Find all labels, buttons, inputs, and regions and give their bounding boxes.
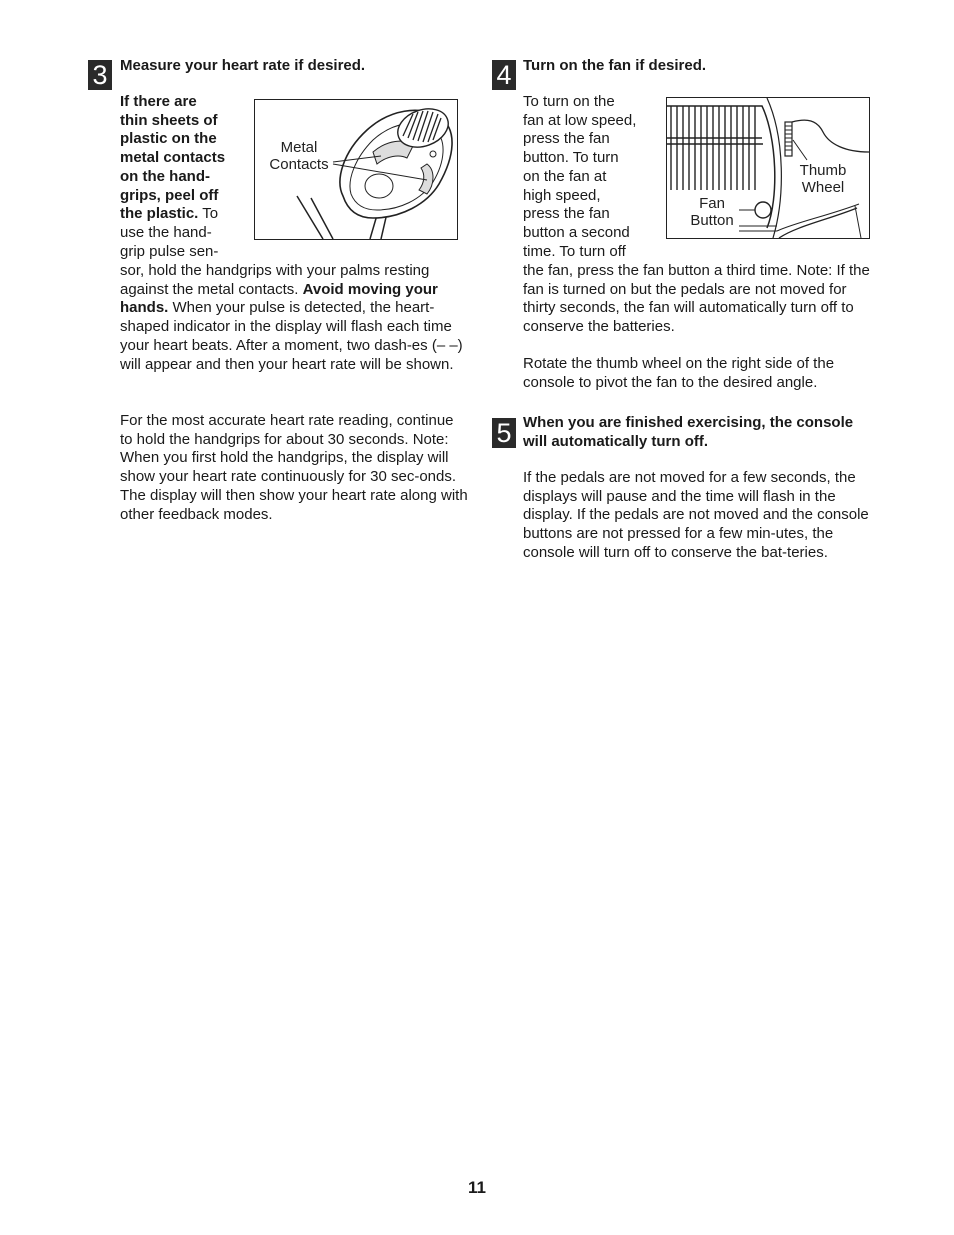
handgrip-figure (254, 99, 458, 240)
step-3-heading: Measure your heart rate if desired. (120, 57, 366, 74)
step-5-heading: When you are finished exercising, the console will automatically turn off. (523, 414, 854, 450)
fan-figure (666, 97, 870, 239)
step-4-paragraph-1: the fan, press the fan button a third time. Note: If the fan is turned on but the pedals are not moved for thirty seconds, the fan will automatically turn off to conserve the batteries. (523, 262, 870, 336)
step-5-paragraph-1: If the pedals are not moved for a few seconds, the displays will pause and the time will flash in the display. If the pedals are not moved and the console buttons are not pressed for a few min-utes, the console will turn off to conserve the bat-teries. (523, 469, 869, 561)
step-4-paragraph-2: Rotate the thumb wheel on the right side of the console to pivot the fan to the desired angle. (523, 355, 835, 391)
fan-button-label: Fan Button (690, 195, 734, 229)
step-3-paragraph-1: sor, hold the handgrips with your palms resting against the metal contacts. Avoid moving your hands. When your pulse is detected, the heart-shaped indicator in the display will flash each time your heart beats. After a moment, two dash-es (– –) will appear and then your heart rate will be shown. (120, 262, 463, 373)
step-number-4: 4 (492, 60, 516, 90)
step-4-wrap-text: To turn on the fan at low speed, press the fan button. To turn on the fan at high speed, press the fan button a second time. To turn off (523, 93, 637, 260)
thumb-wheel-label: Thumb Wheel (799, 162, 847, 196)
page-number: 11 (468, 1178, 486, 1197)
step-number-3: 3 (88, 60, 112, 90)
step-number-5: 5 (492, 418, 516, 448)
step-4-heading: Turn on the fan if desired. (523, 57, 707, 74)
metal-contacts-label: Metal Contacts (269, 139, 329, 173)
step-3-paragraph-2: For the most accurate heart rate reading, continue to hold the handgrips for about 30 seconds. Note: When you first hold the handgrips, the display will show your heart rate continuously for 30 sec-onds. The display will then show your heart rate along with other feedback modes. (120, 412, 468, 523)
step-3-wrap-text: If there are thin sheets of plastic on the metal contacts on the hand- grips, peel off the plastic. To use the hand- grip pulse sen- (120, 93, 226, 260)
